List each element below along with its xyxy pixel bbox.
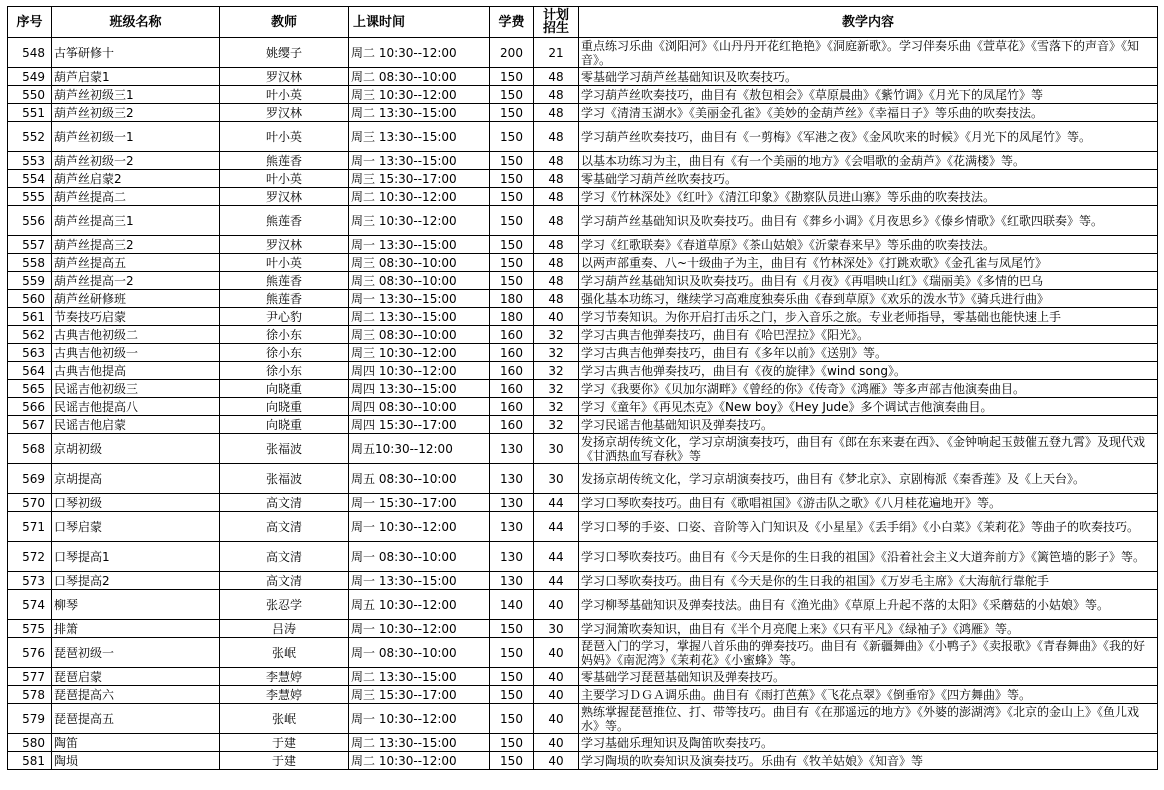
cell-class-name: 柳琴	[52, 590, 220, 620]
cell-teacher: 叶小英	[220, 254, 349, 272]
cell-id: 553	[8, 152, 52, 170]
header-content: 教学内容	[579, 7, 1158, 38]
cell-time: 周一 10:30--12:00	[349, 704, 490, 734]
cell-fee: 200	[490, 38, 534, 68]
cell-time: 周二 13:30--15:00	[349, 308, 490, 326]
cell-content: 学习古典吉他弹奏技巧，曲目有《哈巴涅拉》《阳光》。	[579, 326, 1158, 344]
cell-fee: 150	[490, 752, 534, 770]
cell-teacher: 熊莲香	[220, 290, 349, 308]
cell-content: 学习陶埙的吹奏知识及演奏技巧。乐曲有《牧羊姑娘》《知音》等	[579, 752, 1158, 770]
cell-class-name: 葫芦丝提高五	[52, 254, 220, 272]
cell-fee: 150	[490, 68, 534, 86]
cell-time: 周一 08:30--10:00	[349, 542, 490, 572]
cell-plan: 40	[534, 704, 579, 734]
cell-time: 周二 13:30--15:00	[349, 104, 490, 122]
cell-fee: 150	[490, 170, 534, 188]
cell-id: 579	[8, 704, 52, 734]
cell-id: 551	[8, 104, 52, 122]
cell-plan: 32	[534, 416, 579, 434]
cell-plan: 30	[534, 464, 579, 494]
cell-content: 重点练习乐曲《浏阳河》《山丹丹开花红艳艳》《洞庭新歌》。学习伴奏乐曲《萱草花》《雪落下的声音》《知音》。	[579, 38, 1158, 68]
cell-id: 581	[8, 752, 52, 770]
table-row	[8, 512, 1158, 542]
cell-fee: 150	[490, 686, 534, 704]
cell-id: 562	[8, 326, 52, 344]
cell-plan: 48	[534, 206, 579, 236]
header-row	[8, 7, 1158, 38]
cell-class-name: 葫芦丝初级三2	[52, 104, 220, 122]
cell-fee: 150	[490, 620, 534, 638]
cell-teacher: 熊莲香	[220, 206, 349, 236]
cell-time: 周三 15:30--17:00	[349, 170, 490, 188]
cell-content: 学习葫芦丝吹奏技巧，曲目有《一剪梅》《军港之夜》《金风吹来的时候》《月光下的凤尾竹》等。	[579, 122, 1158, 152]
cell-fee: 180	[490, 290, 534, 308]
cell-plan: 48	[534, 170, 579, 188]
cell-content: 学习口琴吹奏技巧。曲目有《今天是你的生日我的祖国》《沿着社会主义大道奔前方》《篱笆墙的影子》等。	[579, 542, 1158, 572]
cell-class-name: 葫芦启蒙1	[52, 68, 220, 86]
schedule-sheet	[7, 6, 1164, 770]
table-row	[8, 620, 1158, 638]
cell-plan: 48	[534, 122, 579, 152]
table-row	[8, 416, 1158, 434]
table-row	[8, 344, 1158, 362]
table-row	[8, 254, 1158, 272]
cell-plan: 48	[534, 86, 579, 104]
cell-content: 学习葫芦丝吹奏技巧，曲目有《敖包相会》《草原晨曲》《紫竹调》《月光下的凤尾竹》等	[579, 86, 1158, 104]
cell-time: 周四 08:30--10:00	[349, 398, 490, 416]
table-body	[8, 38, 1158, 770]
cell-content: 学习民谣吉他基础知识及弹奏技巧。	[579, 416, 1158, 434]
table-row	[8, 272, 1158, 290]
cell-time: 周四 13:30--15:00	[349, 380, 490, 398]
cell-fee: 150	[490, 638, 534, 668]
table-row	[8, 188, 1158, 206]
cell-fee: 150	[490, 122, 534, 152]
table-row	[8, 638, 1158, 668]
cell-time: 周一 13:30--15:00	[349, 290, 490, 308]
cell-class-name: 古典吉他提高	[52, 362, 220, 380]
table-row	[8, 434, 1158, 464]
cell-teacher: 熊莲香	[220, 272, 349, 290]
table-row	[8, 380, 1158, 398]
cell-plan: 48	[534, 290, 579, 308]
cell-class-name: 琵琶提高五	[52, 704, 220, 734]
cell-teacher: 张福波	[220, 464, 349, 494]
table-row	[8, 398, 1158, 416]
cell-id: 567	[8, 416, 52, 434]
cell-teacher: 向晓重	[220, 380, 349, 398]
cell-teacher: 尹心豹	[220, 308, 349, 326]
cell-id: 564	[8, 362, 52, 380]
cell-id: 549	[8, 68, 52, 86]
cell-fee: 150	[490, 104, 534, 122]
cell-time: 周一 13:30--15:00	[349, 572, 490, 590]
cell-content: 学习柳琴基础知识及弹奏技法。曲目有《渔光曲》《草原上升起不落的太阳》《采蘑菇的小姑娘》等。	[579, 590, 1158, 620]
cell-id: 569	[8, 464, 52, 494]
cell-fee: 150	[490, 704, 534, 734]
cell-teacher: 吕涛	[220, 620, 349, 638]
table-row	[8, 122, 1158, 152]
table-row	[8, 170, 1158, 188]
cell-class-name: 古典吉他初级一	[52, 344, 220, 362]
cell-teacher: 徐小东	[220, 344, 349, 362]
cell-plan: 44	[534, 572, 579, 590]
cell-fee: 150	[490, 668, 534, 686]
cell-fee: 130	[490, 512, 534, 542]
cell-time: 周三 08:30--10:00	[349, 254, 490, 272]
cell-time: 周三 10:30--12:00	[349, 206, 490, 236]
cell-fee: 150	[490, 188, 534, 206]
cell-time: 周二 13:30--15:00	[349, 668, 490, 686]
cell-class-name: 葫芦丝初级一1	[52, 122, 220, 152]
cell-class-name: 葫芦丝提高二	[52, 188, 220, 206]
cell-plan: 40	[534, 668, 579, 686]
cell-time: 周一 10:30--12:00	[349, 620, 490, 638]
cell-content: 琵琶入门的学习，掌握八首乐曲的弹奏技巧。曲目有《新疆舞曲》《小鸭子》《卖报歌》《青春舞曲》《我的好妈妈》《南泥湾》《茉莉花》《小蜜蜂》等。	[579, 638, 1158, 668]
cell-fee: 130	[490, 464, 534, 494]
cell-id: 558	[8, 254, 52, 272]
table-row	[8, 494, 1158, 512]
cell-class-name: 口琴初级	[52, 494, 220, 512]
cell-content: 学习《红歌联奏》《春道草原》《茶山姑娘》《沂蒙春来早》等乐曲的吹奏技法。	[579, 236, 1158, 254]
header-fee: 学费	[490, 7, 534, 38]
table-row	[8, 686, 1158, 704]
cell-id: 571	[8, 512, 52, 542]
cell-plan: 40	[534, 686, 579, 704]
cell-id: 576	[8, 638, 52, 668]
cell-fee: 150	[490, 734, 534, 752]
cell-id: 575	[8, 620, 52, 638]
cell-plan: 44	[534, 542, 579, 572]
cell-time: 周二 10:30--12:00	[349, 38, 490, 68]
cell-class-name: 琵琶启蒙	[52, 668, 220, 686]
cell-teacher: 罗汉林	[220, 68, 349, 86]
cell-fee: 130	[490, 572, 534, 590]
cell-plan: 48	[534, 188, 579, 206]
cell-content: 发扬京胡传统文化，学习京胡演奏技巧，曲目有《梦北京》、京剧梅派《秦香莲》及《上天台》。	[579, 464, 1158, 494]
cell-time: 周四 15:30--17:00	[349, 416, 490, 434]
cell-content: 主要学习ＤＧＡ调乐曲。曲目有《雨打芭蕉》《飞花点翠》《倒垂帘》《四方舞曲》等。	[579, 686, 1158, 704]
cell-teacher: 张岷	[220, 704, 349, 734]
cell-time: 周三 13:30--15:00	[349, 122, 490, 152]
cell-plan: 48	[534, 104, 579, 122]
cell-class-name: 葫芦丝提高三1	[52, 206, 220, 236]
cell-teacher: 张岷	[220, 638, 349, 668]
header-teacher: 教师	[220, 7, 349, 38]
cell-class-name: 葫芦丝提高一2	[52, 272, 220, 290]
cell-id: 548	[8, 38, 52, 68]
cell-fee: 150	[490, 236, 534, 254]
cell-content: 以基本功练习为主，曲目有《有一个美丽的地方》《会唱歌的金葫芦》《花满楼》等。	[579, 152, 1158, 170]
cell-teacher: 李慧婷	[220, 668, 349, 686]
cell-class-name: 葫芦丝初级一2	[52, 152, 220, 170]
cell-class-name: 琵琶初级一	[52, 638, 220, 668]
cell-teacher: 罗汉林	[220, 236, 349, 254]
cell-plan: 48	[534, 152, 579, 170]
cell-time: 周五 08:30--10:00	[349, 464, 490, 494]
table-row	[8, 572, 1158, 590]
cell-content: 学习节奏知识。为你开启打击乐之门，步入音乐之旅。专业老师指导，零基础也能快速上手	[579, 308, 1158, 326]
table-row	[8, 752, 1158, 770]
cell-id: 554	[8, 170, 52, 188]
cell-teacher: 高文清	[220, 494, 349, 512]
cell-time: 周二 13:30--15:00	[349, 734, 490, 752]
cell-fee: 160	[490, 326, 534, 344]
cell-plan: 40	[534, 638, 579, 668]
header-class-name: 班级名称	[52, 7, 220, 38]
cell-class-name: 葫芦丝研修班	[52, 290, 220, 308]
cell-time: 周四 10:30--12:00	[349, 362, 490, 380]
cell-time: 周二 10:30--12:00	[349, 752, 490, 770]
table-row	[8, 308, 1158, 326]
cell-time: 周二 10:30--12:00	[349, 188, 490, 206]
cell-class-name: 葫芦丝提高三2	[52, 236, 220, 254]
cell-class-name: 节奏技巧启蒙	[52, 308, 220, 326]
cell-id: 555	[8, 188, 52, 206]
cell-content: 学习口琴的手姿、口姿、音阶等入门知识及《小星星》《丢手绢》《小白菜》《茉莉花》等曲子的吹奏技巧。	[579, 512, 1158, 542]
cell-class-name: 琵琶提高六	[52, 686, 220, 704]
cell-teacher: 向晓重	[220, 416, 349, 434]
cell-content: 学习口琴吹奏技巧。曲目有《歌唱祖国》《游击队之歌》《八月桂花遍地开》等。	[579, 494, 1158, 512]
cell-class-name: 民谣吉他提高八	[52, 398, 220, 416]
cell-plan: 32	[534, 326, 579, 344]
cell-class-name: 口琴提高2	[52, 572, 220, 590]
cell-id: 563	[8, 344, 52, 362]
cell-fee: 130	[490, 542, 534, 572]
cell-fee: 150	[490, 254, 534, 272]
cell-content: 零基础学习葫芦丝吹奏技巧。	[579, 170, 1158, 188]
cell-content: 熟练掌握琵琶推位、打、带等技巧。曲目有《在那遥远的地方》《外婆的澎湖湾》《北京的金山上》《鱼儿戏水》等。	[579, 704, 1158, 734]
cell-fee: 140	[490, 590, 534, 620]
cell-plan: 30	[534, 620, 579, 638]
cell-class-name: 陶笛	[52, 734, 220, 752]
cell-time: 周二 08:30--10:00	[349, 68, 490, 86]
cell-time: 周三 10:30--12:00	[349, 344, 490, 362]
cell-time: 周一 10:30--12:00	[349, 512, 490, 542]
cell-content: 学习洞箫吹奏知识，曲目有《半个月亮爬上来》《只有平凡》《绿袖子》《鸿雁》等。	[579, 620, 1158, 638]
cell-content: 零基础学习琵琶基础知识及弹奏技巧。	[579, 668, 1158, 686]
table-row	[8, 86, 1158, 104]
cell-plan: 32	[534, 362, 579, 380]
cell-content: 发扬京胡传统文化，学习京胡演奏技巧，曲目有《郎在东来妻在西》、《金钟响起玉鼓催五登九霄》及现代戏《甘洒热血写春秋》等	[579, 434, 1158, 464]
cell-id: 550	[8, 86, 52, 104]
cell-class-name: 陶埙	[52, 752, 220, 770]
cell-teacher: 高文清	[220, 542, 349, 572]
cell-fee: 150	[490, 272, 534, 290]
cell-id: 580	[8, 734, 52, 752]
cell-plan: 48	[534, 272, 579, 290]
cell-time: 周三 10:30--12:00	[349, 86, 490, 104]
cell-fee: 160	[490, 362, 534, 380]
cell-teacher: 叶小英	[220, 122, 349, 152]
cell-plan: 32	[534, 344, 579, 362]
cell-content: 学习《我要你》《贝加尔湖畔》《曾经的你》《传奇》《鸿雁》等多声部吉他演奏曲目。	[579, 380, 1158, 398]
cell-fee: 130	[490, 494, 534, 512]
cell-id: 556	[8, 206, 52, 236]
cell-content: 学习古典吉他弹奏技巧，曲目有《多年以前》《送别》等。	[579, 344, 1158, 362]
cell-teacher: 姚缨子	[220, 38, 349, 68]
cell-plan: 44	[534, 512, 579, 542]
cell-plan: 32	[534, 398, 579, 416]
cell-teacher: 向晓重	[220, 398, 349, 416]
cell-id: 561	[8, 308, 52, 326]
cell-fee: 160	[490, 416, 534, 434]
table-row	[8, 464, 1158, 494]
cell-plan: 40	[534, 752, 579, 770]
cell-plan: 44	[534, 494, 579, 512]
class-schedule-table	[7, 6, 1158, 770]
cell-content: 零基础学习葫芦丝基础知识及吹奏技巧。	[579, 68, 1158, 86]
table-row	[8, 590, 1158, 620]
cell-class-name: 排箫	[52, 620, 220, 638]
cell-content: 学习葫芦丝基础知识及吹奏技巧。曲目有《葬乡小调》《月夜思乡》《傣乡情歌》《红歌四联奏》等。	[579, 206, 1158, 236]
cell-fee: 160	[490, 398, 534, 416]
cell-id: 565	[8, 380, 52, 398]
cell-fee: 150	[490, 152, 534, 170]
cell-content: 学习基础乐理知识及陶笛吹奏技巧。	[579, 734, 1158, 752]
cell-id: 570	[8, 494, 52, 512]
cell-time: 周一 08:30--10:00	[349, 638, 490, 668]
cell-plan: 48	[534, 254, 579, 272]
cell-class-name: 民谣吉他初级三	[52, 380, 220, 398]
cell-id: 572	[8, 542, 52, 572]
cell-time: 周五 10:30--12:00	[349, 590, 490, 620]
table-row	[8, 704, 1158, 734]
table-row	[8, 68, 1158, 86]
cell-teacher: 高文清	[220, 572, 349, 590]
cell-class-name: 京胡初级	[52, 434, 220, 464]
cell-teacher: 叶小英	[220, 170, 349, 188]
cell-class-name: 口琴启蒙	[52, 512, 220, 542]
cell-time: 周三 08:30--10:00	[349, 272, 490, 290]
table-row	[8, 542, 1158, 572]
cell-id: 568	[8, 434, 52, 464]
cell-content: 学习葫芦丝基础知识及吹奏技巧。曲目有《月夜》《再唱映山红》《瑞丽美》《多情的巴乌	[579, 272, 1158, 290]
cell-plan: 32	[534, 380, 579, 398]
cell-plan: 21	[534, 38, 579, 68]
cell-content: 强化基本功练习，继续学习高难度独奏乐曲《春到草原》《欢乐的泼水节》《骑兵进行曲》	[579, 290, 1158, 308]
cell-time: 周一 15:30--17:00	[349, 494, 490, 512]
cell-content: 学习古典吉他弹奏技巧，曲目有《夜的旋律》《wind song》。	[579, 362, 1158, 380]
cell-id: 566	[8, 398, 52, 416]
cell-teacher: 李慧婷	[220, 686, 349, 704]
cell-fee: 160	[490, 344, 534, 362]
cell-teacher: 张忍学	[220, 590, 349, 620]
cell-content: 学习口琴吹奏技巧。曲目有《今天是你的生日我的祖国》《万岁毛主席》《大海航行靠舵手	[579, 572, 1158, 590]
header-plan: 计划 招生	[534, 7, 579, 38]
cell-id: 560	[8, 290, 52, 308]
cell-fee: 130	[490, 434, 534, 464]
cell-plan: 48	[534, 236, 579, 254]
cell-plan: 40	[534, 590, 579, 620]
cell-teacher: 于建	[220, 734, 349, 752]
cell-id: 573	[8, 572, 52, 590]
cell-class-name: 民谣吉他启蒙	[52, 416, 220, 434]
cell-class-name: 口琴提高1	[52, 542, 220, 572]
table-row	[8, 668, 1158, 686]
cell-content: 学习《童年》《再见杰克》《New boy》《Hey Jude》多个调试吉他演奏曲目。	[579, 398, 1158, 416]
cell-content: 学习《竹林深处》《红叶》《清江印象》《勘察队员进山寨》等乐曲的吹奏技法。	[579, 188, 1158, 206]
cell-time: 周一 13:30--15:00	[349, 152, 490, 170]
cell-content: 以两声部重奏、八~十级曲子为主，曲目有《竹林深处》《打跳欢歌》《金孔雀与凤尾竹》	[579, 254, 1158, 272]
table-row	[8, 326, 1158, 344]
cell-teacher: 徐小东	[220, 362, 349, 380]
cell-teacher: 罗汉林	[220, 188, 349, 206]
cell-teacher: 叶小英	[220, 86, 349, 104]
cell-time: 周一 13:30--15:00	[349, 236, 490, 254]
cell-time: 周三 15:30--17:00	[349, 686, 490, 704]
cell-class-name: 古筝研修十	[52, 38, 220, 68]
table-row	[8, 734, 1158, 752]
table-row	[8, 152, 1158, 170]
table-row	[8, 362, 1158, 380]
cell-id: 552	[8, 122, 52, 152]
header-time: 上课时间	[349, 7, 490, 38]
cell-time: 周五10:30--12:00	[349, 434, 490, 464]
cell-id: 577	[8, 668, 52, 686]
cell-id: 578	[8, 686, 52, 704]
cell-class-name: 葫芦丝启蒙2	[52, 170, 220, 188]
cell-fee: 180	[490, 308, 534, 326]
cell-class-name: 葫芦丝初级三1	[52, 86, 220, 104]
table-row	[8, 290, 1158, 308]
cell-plan: 40	[534, 308, 579, 326]
table-row	[8, 104, 1158, 122]
header-id: 序号	[8, 7, 52, 38]
cell-teacher: 熊莲香	[220, 152, 349, 170]
cell-id: 557	[8, 236, 52, 254]
cell-id: 574	[8, 590, 52, 620]
cell-teacher: 高文清	[220, 512, 349, 542]
cell-teacher: 于建	[220, 752, 349, 770]
cell-class-name: 京胡提高	[52, 464, 220, 494]
cell-teacher: 徐小东	[220, 326, 349, 344]
cell-plan: 30	[534, 434, 579, 464]
table-row	[8, 206, 1158, 236]
cell-teacher: 张福波	[220, 434, 349, 464]
cell-fee: 150	[490, 206, 534, 236]
cell-teacher: 罗汉林	[220, 104, 349, 122]
cell-fee: 150	[490, 86, 534, 104]
cell-fee: 160	[490, 380, 534, 398]
cell-class-name: 古典吉他初级二	[52, 326, 220, 344]
cell-content: 学习《清清玉湖水》《美丽金孔雀》《美妙的金葫芦丝》《幸福日子》等乐曲的吹奏技法。	[579, 104, 1158, 122]
cell-time: 周三 08:30--10:00	[349, 326, 490, 344]
cell-plan: 40	[534, 734, 579, 752]
cell-id: 559	[8, 272, 52, 290]
table-row	[8, 38, 1158, 68]
cell-plan: 48	[534, 68, 579, 86]
table-row	[8, 236, 1158, 254]
